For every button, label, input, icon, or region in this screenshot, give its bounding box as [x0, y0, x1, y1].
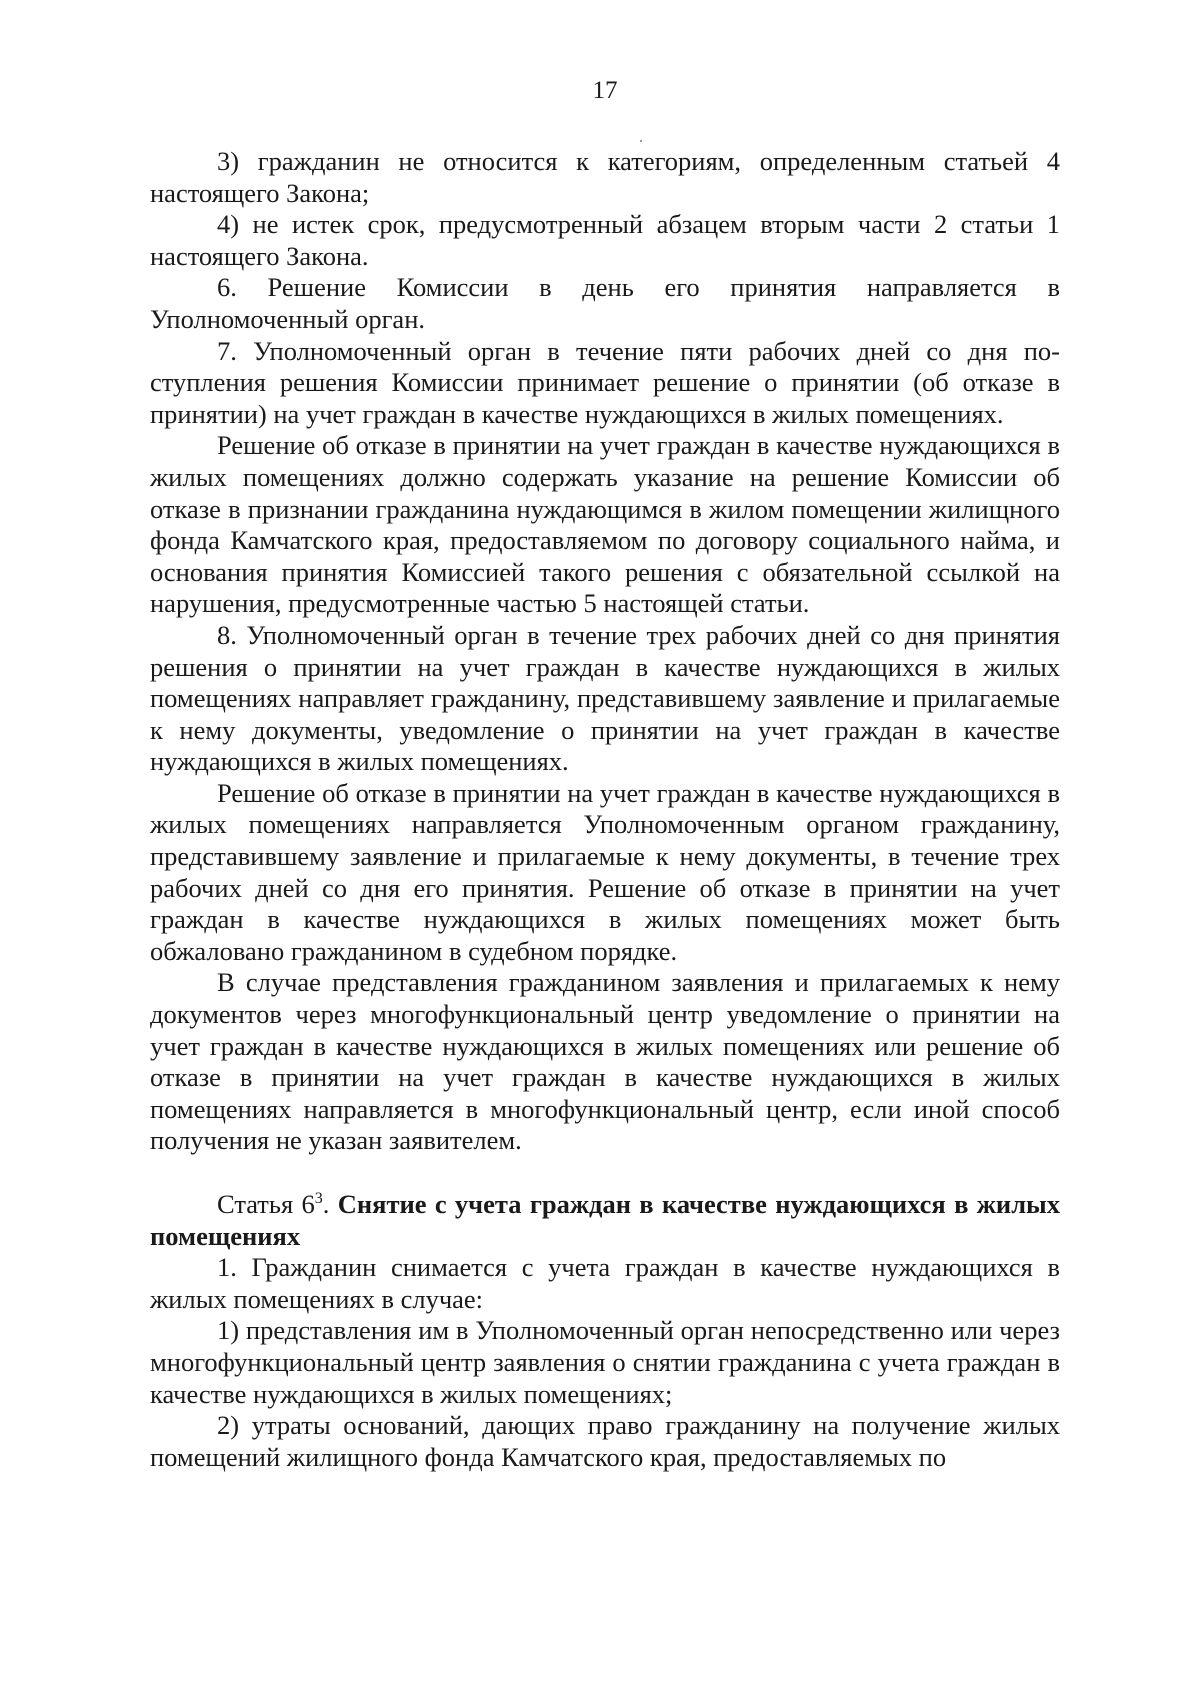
paragraph-mfc: В случае представления гражданином заявления и прилагаемых к нему документов через многофункциональный центр уведомление о принятии на учет граждан в качестве нуждающихся в жилых помещениях или решение об отказе в принятии на учет граждан в качестве нуждающихся в жилых помещениях направляется в многофункциональный центр, если иной способ получения не указан заявителем.: [150, 967, 1060, 1156]
document-page: [150, 70, 1060, 1670]
paragraph-refusal-appeal: Решение об отказе в принятии на учет граждан в качестве нуждающихся в жилых помещениях направляется Уполномоченным органом гражданину, представившему заявление и прилагаемые к нему документы, в течение трех рабочих дней со дня его принятия. Решение об отказе в принятии на учет граждан в качестве нуждающихся в жилых помещениях может быть обжаловано гражданином в судебном порядке.: [150, 777, 1060, 966]
paragraph-part-7: 7. Уполномоченный орган в течение пяти рабочих дней со дня поступления решения Комиссии принимает решение о принятии (об отказе в принятии) на учет граждан в качестве нуждающихся в жилых помещениях.: [150, 335, 1060, 429]
page-number: 17: [592, 77, 618, 104]
scan-speck: [640, 140, 642, 142]
paragraph-item-4: 4) не истек срок, предусмотренный абзацем вторым части 2 статьи 1 настоящего Закона.: [150, 209, 1060, 271]
paragraph-part-6: 6. Решение Комиссии в день его принятия направляется в Уполномоченный орган.: [150, 272, 1060, 334]
article-paragraph-part-1: 1. Гражданин снимается с учета граждан в качестве нуждающихся в жилых помещениях в случае:: [150, 1252, 1060, 1314]
article-paragraph-item-2: 2) утраты оснований, дающих право гражданину на получение жилых помещений жилищного фонда Камчатского края, предоставляемых по: [150, 1410, 1060, 1472]
paragraph-refusal-content: Решение об отказе в принятии на учет граждан в качестве нуждающихся в жилых помещениях должно содержать указание на решение Комиссии об отказе в признании гражданина нуждающимся в жилом помещении жилищного фонда Камчатского края, предоставляемом по договору социального найма, и основания принятия Комиссией такого решения с обязательной ссылкой на нарушения, предусмотренные частью 5 настоящей статьи.: [150, 430, 1060, 619]
article-label: Статья 6: [217, 1189, 315, 1219]
article-label-suffix: .: [322, 1189, 338, 1219]
article-heading: [150, 1189, 1060, 1252]
article-paragraph-item-1: 1) представления им в Уполномоченный орган непосредственно или через многофункциональный центр заявления о снятии гражданина с учета граждан в качестве нуждающихся в жилых помещениях;: [150, 1315, 1060, 1409]
paragraph-part-8: 8. Уполномоченный орган в течение трех рабочих дней со дня принятия решения о принятии на учет граждан в качестве нуждающихся в жилых помещениях направляет гражданину, представившему заявление и прилагаемые к нему документы, уведомление о принятии на учет граждан в качестве нуждающихся в жилых помещениях.: [150, 619, 1060, 777]
article-label-superscript: 3: [314, 1190, 323, 1208]
paragraph-item-3: 3) гражданин не относится к категориям, определенным статьей 4 настоящего Закона;: [150, 146, 1060, 208]
document-body: [150, 146, 1060, 1473]
article-title: Снятие с учета граждан в качестве нуждающихся в жилых помещениях: [150, 1189, 1060, 1251]
